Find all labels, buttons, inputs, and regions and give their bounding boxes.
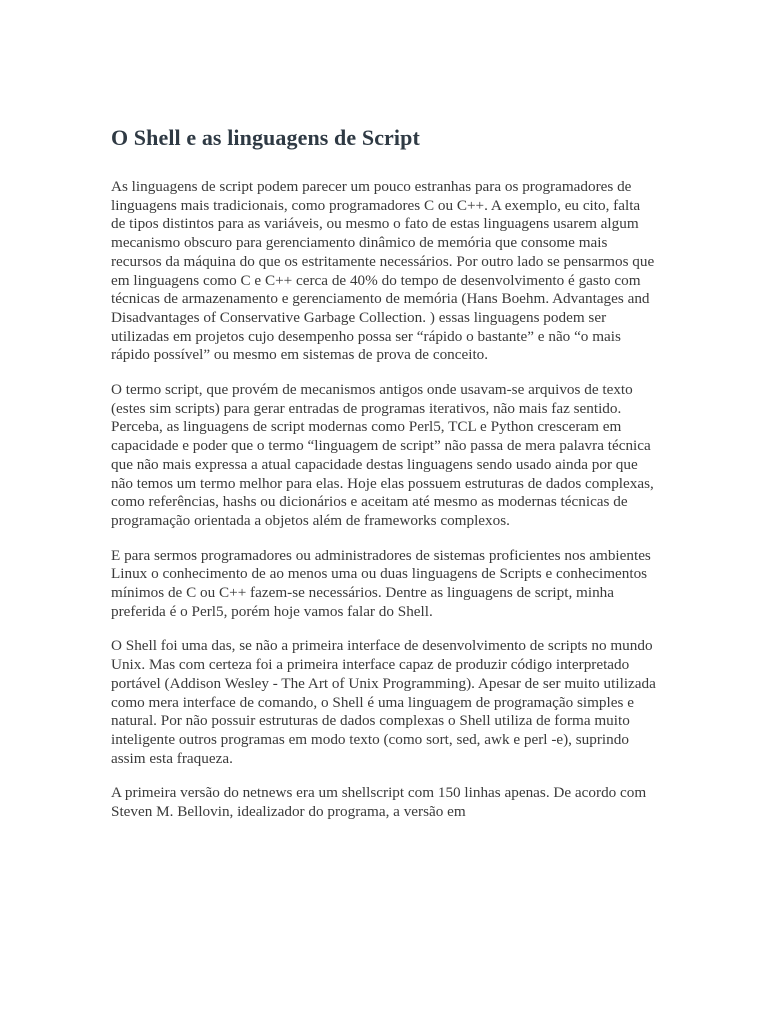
paragraph-shell: O Shell foi uma das, se não a primeira interface de desenvolvimento de scripts no mundo Unix. Mas com certeza foi a primeira interface capaz de produzir código interpretado portável (Addison Wesley - The Art of Unix Programming). Apesar de ser muito utilizada como mera interface de comando, o Shell é uma linguagem de programação simples e natural. Por não possuir estruturas de dados complexas o Shell utiliza de forma muito inteligente outros programas em modo texto (como sort, sed, awk e perl -e), suprindo assim esta fraqueza. (111, 637, 656, 767)
paragraph-proficiency: E para sermos programadores ou administradores de sistemas proficientes nos ambientes Linux o conhecimento de ao menos uma ou duas linguagens de Scripts e conhecimentos mínimos de C ou C++ fazem-se necessários. Dentre as linguagens de script, minha preferida é o Perl5, porém hoje vamos falar do Shell. (111, 546, 651, 620)
document-page (111, 124, 657, 838)
paragraph-netnews: A primeira versão do netnews era um shellscript com 150 linhas apenas. De acordo com Steven M. Bellovin, idealizador do programa, a versão em (111, 784, 647, 821)
paragraph-intro: As linguagens de script podem parecer um pouco estranhas para os programadores de linguagens mais tradicionais, como programadores C ou C++. A exemplo, eu cito, falta de tipos distintos para as variáveis, ou mesmo o fato de estas linguagens usarem algum mecanismo obscuro para gerenciamento dinâmico de memória que consome mais recursos da máquina do que os estritamente necessários. Por outro lado se pensarmos que em linguagens como C e C++ cerca de 40% do tempo de desenvolvimento é gasto com técnicas de armazenamento e gerenciamento de memória (Hans Boehm. Advantages and Disadvantages of Conservative Garbage Collection. ) essas linguagens podem ser utilizadas em projetos cujo desempenho possa ser “rápido o bastante” e não “o mais rápido possível” ou mesmo em sistemas de prova de conceito. (111, 178, 655, 364)
document-title: O Shell e as linguagens de Script (111, 125, 420, 150)
paragraph-script-term: O termo script, que provém de mecanismos antigos onde usavam-se arquivos de texto (estes sim scripts) para gerar entradas de programas iterativos, não mais faz sentido. Perceba, as linguagens de script modernas como Perl5, TCL e Python cresceram em capacidade e poder que o termo “linguagem de script” não passa de mera palavra técnica que não mais expressa a atual capacidade destas linguagens sendo usado ainda por que não temos um termo melhor para elas. Hoje elas possuem estruturas de dados complexas, como referências, hashs ou dicionários e aceitam até mesmo as modernas técnicas de programação orientada a objetos além de frameworks complexos. (111, 381, 654, 529)
